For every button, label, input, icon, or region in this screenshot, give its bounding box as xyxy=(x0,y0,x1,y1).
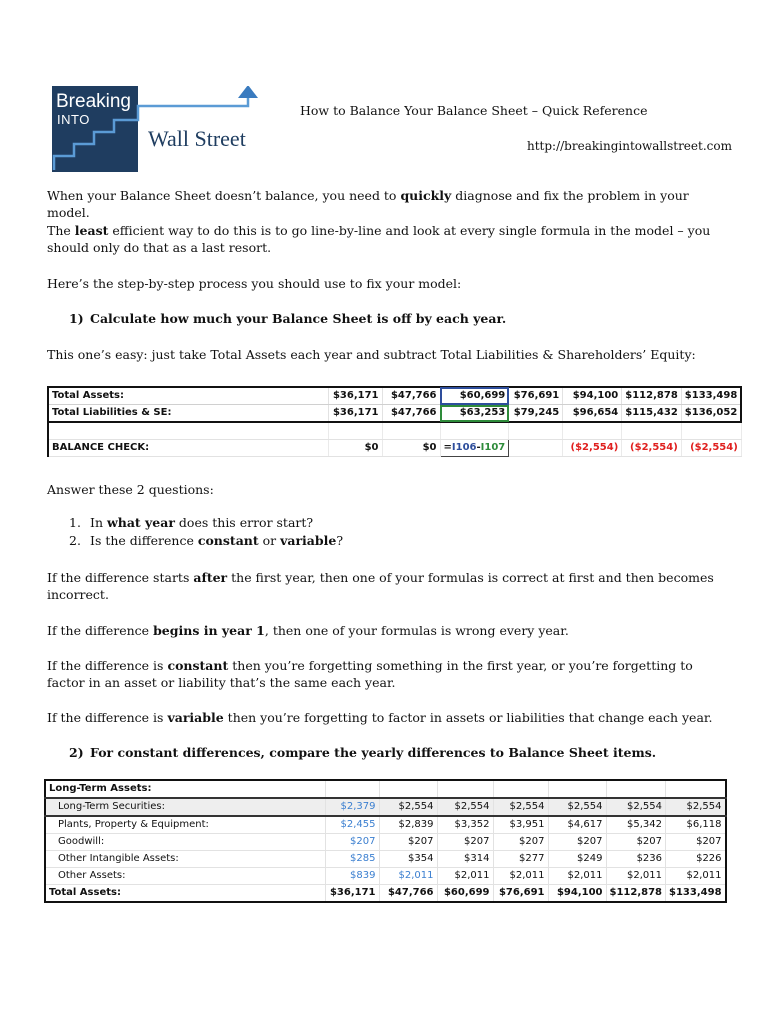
logo-text-breaking: Breaking xyxy=(56,91,131,112)
row-label: Total Assets: xyxy=(48,387,328,405)
cell[interactable]: $133,498 xyxy=(681,387,741,405)
cell[interactable]: $839 xyxy=(325,868,379,885)
section-header: Long-Term Assets: xyxy=(45,780,325,798)
row-label: Long-Term Securities: xyxy=(45,798,325,816)
explain-constant: If the difference is constant then you’re forgetting something in the first year, or you’re forgetting to factor in an asset or liability that’s the same each year. xyxy=(47,658,693,690)
cell[interactable]: $236 xyxy=(606,851,666,868)
cell[interactable]: $2,011 xyxy=(666,868,726,885)
row-label: Total Liabilities & SE: xyxy=(48,405,328,423)
cell[interactable]: $2,455 xyxy=(325,816,379,834)
cell[interactable]: $207 xyxy=(493,834,548,851)
logo-text-into: INTO xyxy=(57,112,90,127)
cell[interactable]: $207 xyxy=(325,834,379,851)
cell[interactable]: $285 xyxy=(325,851,379,868)
table-row-total-liabilities xyxy=(48,405,741,423)
cell[interactable]: $2,011 xyxy=(437,868,493,885)
cell[interactable]: $115,432 xyxy=(622,405,682,423)
cell[interactable]: $36,171 xyxy=(328,405,382,423)
intro-paragraph-3: Here’s the step-by-step process you should use to fix your model: xyxy=(47,276,462,291)
step-1-heading: 1) Calculate how much your Balance Sheet is off by each year. xyxy=(69,311,507,326)
cell[interactable]: $136,052 xyxy=(681,405,741,423)
explain-begins: If the difference begins in year 1, then one of your formulas is wrong every year. xyxy=(47,623,569,638)
selected-cell[interactable]: $60,699 xyxy=(440,387,509,405)
cell[interactable]: $3,951 xyxy=(493,816,548,834)
cell[interactable]: $207 xyxy=(437,834,493,851)
cell[interactable]: $207 xyxy=(606,834,666,851)
table-row-long-term-securities xyxy=(45,798,726,816)
cell[interactable]: $76,691 xyxy=(493,885,548,903)
row-label: Total Assets: xyxy=(45,885,325,903)
cell[interactable]: $79,245 xyxy=(509,405,563,423)
question-1: 1. In what year does this error start? xyxy=(69,515,314,530)
cell[interactable]: $207 xyxy=(548,834,606,851)
cell[interactable]: $249 xyxy=(548,851,606,868)
cell[interactable]: $112,878 xyxy=(606,885,666,903)
cell[interactable]: $36,171 xyxy=(325,885,379,903)
cell[interactable]: $2,011 xyxy=(493,868,548,885)
question-2: 2. Is the difference constant or variable? xyxy=(69,533,344,548)
cell[interactable]: $47,766 xyxy=(382,405,440,423)
row-label: Other Intangible Assets: xyxy=(45,851,325,868)
table-header-row xyxy=(45,780,726,798)
cell[interactable]: $0 xyxy=(328,440,382,457)
cell[interactable]: $76,691 xyxy=(509,387,563,405)
cell[interactable]: $2,839 xyxy=(379,816,437,834)
intro-paragraph-1: When your Balance Sheet doesn’t balance, you need to quickly diagnose and fix the problem in your model. xyxy=(47,188,689,220)
long-term-assets-spreadsheet xyxy=(44,779,727,903)
step-2-heading: 2) For constant differences, compare the yearly differences to Balance Sheet items. xyxy=(69,745,657,760)
cell[interactable]: $94,100 xyxy=(548,885,606,903)
cell[interactable]: $2,554 xyxy=(548,798,606,816)
website-url[interactable]: http://breakingintowallstreet.com xyxy=(527,139,732,153)
cell[interactable]: $3,352 xyxy=(437,816,493,834)
row-label: Goodwill: xyxy=(45,834,325,851)
cell[interactable]: $0 xyxy=(382,440,440,457)
cell[interactable]: $2,011 xyxy=(606,868,666,885)
intro-paragraph-2: The least efficient way to do this is to go line-by-line and look at every single formula in the model – you should only do that as a last resort. xyxy=(47,223,711,255)
cell[interactable]: $314 xyxy=(437,851,493,868)
cell[interactable]: $60,699 xyxy=(437,885,493,903)
cell[interactable]: $2,011 xyxy=(379,868,437,885)
cell[interactable]: $6,118 xyxy=(666,816,726,834)
questions-intro: Answer these 2 questions: xyxy=(47,482,214,497)
explain-variable: If the difference is variable then you’re forgetting to factor in assets or liabilities that change each year. xyxy=(47,710,713,725)
table-row-balance-check xyxy=(48,440,741,457)
cell[interactable]: $207 xyxy=(379,834,437,851)
explain-after: If the difference starts after the first year, then one of your formulas is correct at first and then becomes incorrect. xyxy=(47,570,714,602)
cell[interactable]: $2,011 xyxy=(548,868,606,885)
row-label: Plants, Property & Equipment: xyxy=(45,816,325,834)
cell[interactable]: $2,554 xyxy=(606,798,666,816)
cell[interactable]: ($2,554) xyxy=(622,440,682,457)
cell[interactable]: $277 xyxy=(493,851,548,868)
cell[interactable]: $2,554 xyxy=(437,798,493,816)
cell[interactable]: ($2,554) xyxy=(681,440,741,457)
cell[interactable]: $94,100 xyxy=(563,387,622,405)
cell[interactable]: $133,498 xyxy=(666,885,726,903)
cell[interactable]: $5,342 xyxy=(606,816,666,834)
document-title: How to Balance Your Balance Sheet – Quick Reference xyxy=(300,103,648,118)
table-row-total-assets xyxy=(48,387,741,405)
logo-text-wall-street: Wall Street xyxy=(148,126,246,151)
formula-cell[interactable]: =I106-I107 xyxy=(440,440,509,457)
cell[interactable]: $36,171 xyxy=(328,387,382,405)
cell[interactable]: $47,766 xyxy=(382,387,440,405)
table-row-spacer xyxy=(48,422,741,440)
table-row-other-intangibles xyxy=(45,851,726,868)
table-row-total-assets xyxy=(45,885,726,903)
cell[interactable]: $96,654 xyxy=(563,405,622,423)
table-row-other-assets xyxy=(45,868,726,885)
cell[interactable]: $47,766 xyxy=(379,885,437,903)
row-label: BALANCE CHECK: xyxy=(48,440,328,457)
cell[interactable]: $2,379 xyxy=(325,798,379,816)
balance-check-spreadsheet xyxy=(47,386,742,457)
cell[interactable]: $4,617 xyxy=(548,816,606,834)
step-1-text: This one’s easy: just take Total Assets each year and subtract Total Liabilities & Shareholders’ Equity: xyxy=(47,347,696,362)
cell[interactable]: $354 xyxy=(379,851,437,868)
cell[interactable]: $2,554 xyxy=(379,798,437,816)
row-label: Other Assets: xyxy=(45,868,325,885)
cell[interactable]: $207 xyxy=(666,834,726,851)
cell[interactable]: $112,878 xyxy=(622,387,682,405)
cell[interactable]: $2,554 xyxy=(493,798,548,816)
breaking-into-wall-street-logo xyxy=(52,86,265,172)
cell[interactable]: $2,554 xyxy=(666,798,726,816)
cell[interactable]: $226 xyxy=(666,851,726,868)
referenced-cell[interactable]: $63,253 xyxy=(440,405,509,423)
table-row-ppe xyxy=(45,816,726,834)
table-row-goodwill xyxy=(45,834,726,851)
cell[interactable]: ($2,554) xyxy=(563,440,622,457)
